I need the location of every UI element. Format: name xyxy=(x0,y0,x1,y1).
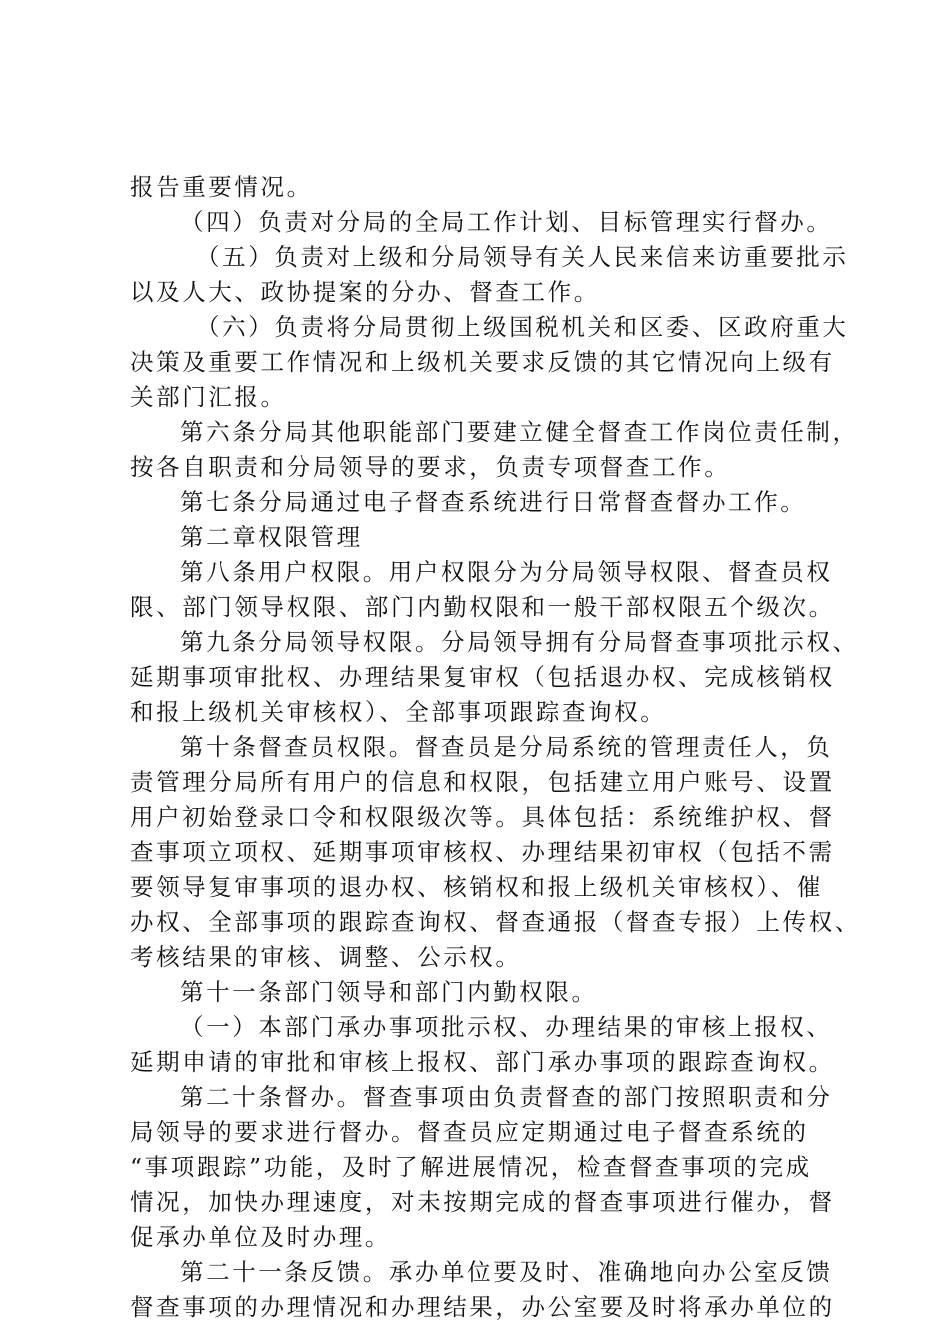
text-line: 第二十条督办。督查事项由负责督查的部门按照职责和分 xyxy=(180,1083,833,1111)
text-line: 第十一条部门领导和部门内勤权限。 xyxy=(180,978,598,1006)
chapter-heading: 第二章权限管理 xyxy=(180,523,363,551)
text-line: 延期申请的审批和审核上报权、部门承办事项的跟踪查询权。 xyxy=(130,1048,835,1076)
text-line: 关部门汇报。 xyxy=(130,383,287,411)
text-line: 考核结果的审核、调整、公示权。 xyxy=(130,943,522,971)
text-line: 查事项立项权、延期事项审核权、办理结果初审权（包括不需 xyxy=(130,838,835,866)
text-line: 局领导的要求进行督办。督查员应定期通过电子督查系统的 xyxy=(130,1118,809,1146)
text-line: 按各自职责和分局领导的要求，负责专项督查工作。 xyxy=(130,453,731,481)
text-line: 第七条分局通过电子督查系统进行日常督查督办工作。 xyxy=(180,488,807,516)
text-line: （四）负责对分局的全局工作计划、目标管理实行督办。 xyxy=(180,208,833,236)
text-line: 延期事项审批权、办理结果复审权（包括退办权、完成核销权 xyxy=(130,663,835,691)
text-line: 促承办单位及时办理。 xyxy=(130,1223,391,1251)
text-line: 第二十一条反馈。承办单位要及时、准确地向办公室反馈 xyxy=(180,1258,833,1286)
text-line: 督查事项的办理情况和办理结果，办公室要及时将承办单位的 xyxy=(130,1293,835,1321)
text-line: “事项跟踪”功能，及时了解进展情况，检查督查事项的完成 xyxy=(130,1153,812,1181)
text-line: 责管理分局所有用户的信息和权限，包括建立用户账号、设置 xyxy=(130,768,835,796)
text-line: 第十条督查员权限。督查员是分局系统的管理责任人，负 xyxy=(180,733,833,761)
text-line: （六）负责将分局贯彻上级国税机关和区委、区政府重大 xyxy=(196,313,849,341)
text-line: 办权、全部事项的跟踪查询权、督查通报（督查专报）上传权、 xyxy=(130,908,861,936)
text-line: （一）本部门承办事项批示权、办理结果的审核上报权、 xyxy=(180,1013,833,1041)
text-line: 第九条分局领导权限。分局领导拥有分局督查事项批示权、 xyxy=(180,628,859,656)
text-line: 情况，加快办理速度，对未按期完成的督查事项进行催办，督 xyxy=(130,1188,835,1216)
text-line: 用户初始登录口令和权限级次等。具体包括：系统维护权、督 xyxy=(130,803,835,831)
text-line: 以及人大、政协提案的分办、督查工作。 xyxy=(130,278,600,306)
text-line: （五）负责对上级和分局领导有关人民来信来访重要批示 xyxy=(196,243,849,271)
text-line: 要领导复审事项的退办权、核销权和报上级机关审核权）、催 xyxy=(130,873,823,901)
text-line: 报告重要情况。 xyxy=(130,173,313,201)
text-line: 决策及重要工作情况和上级机关要求反馈的其它情况向上级有 xyxy=(130,348,835,376)
document-body xyxy=(130,170,861,1325)
text-line: 和报上级机关审核权）、全部事项跟踪查询权。 xyxy=(130,698,667,726)
text-line: 限、部门领导权限、部门内勤权限和一般干部权限五个级次。 xyxy=(130,593,835,621)
text-line: 第八条用户权限。用户权限分为分局领导权限、督查员权 xyxy=(180,558,833,586)
text-line: 第六条分局其他职能部门要建立健全督查工作岗位责任制， xyxy=(180,418,859,446)
